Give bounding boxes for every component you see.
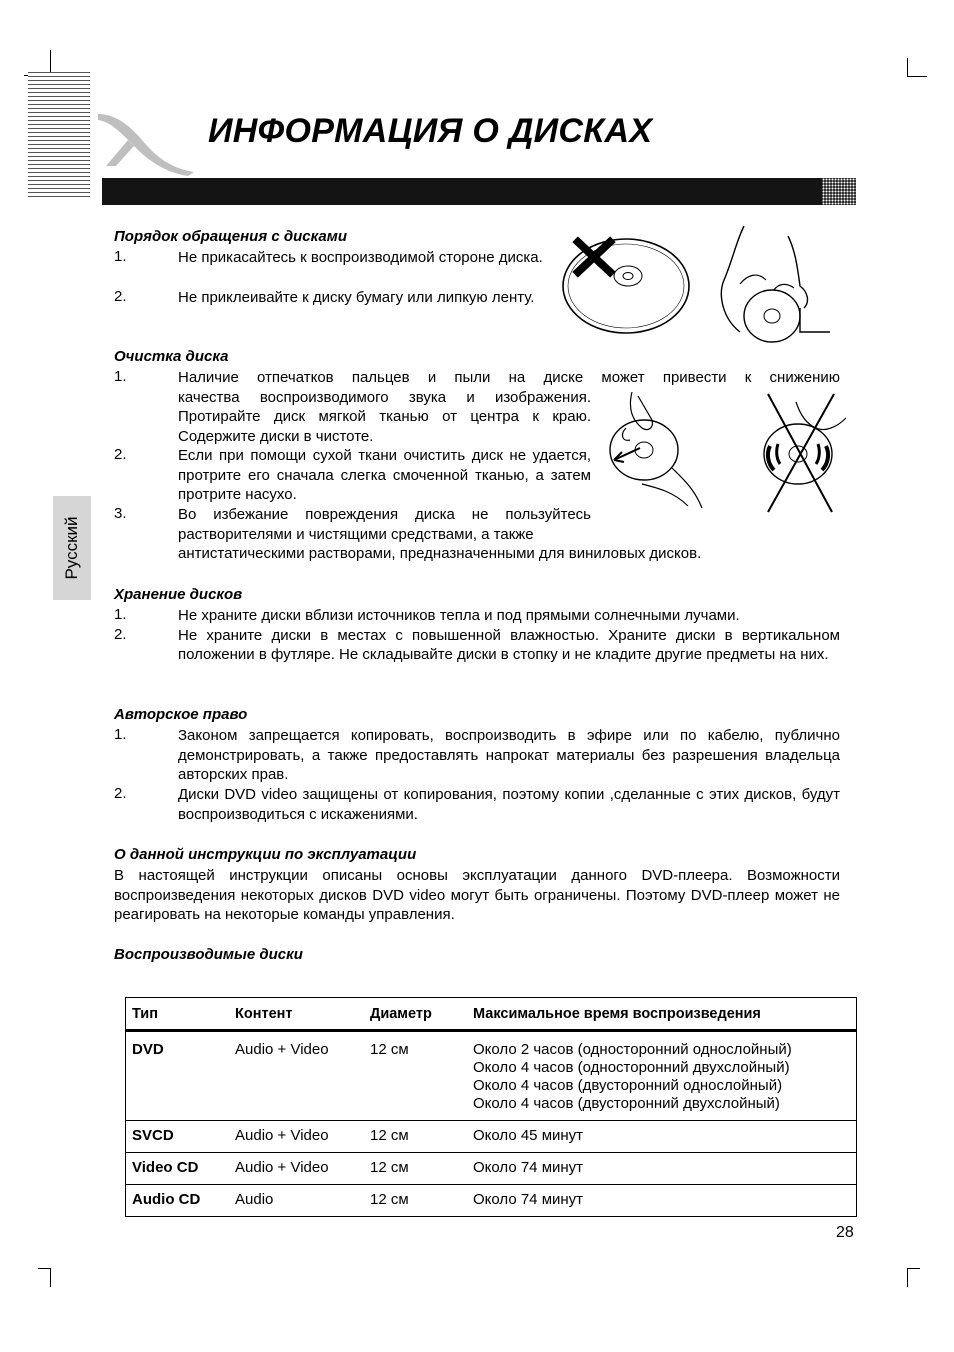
table-cell-content: Audio (235, 1191, 274, 1208)
table-divider (126, 1029, 856, 1032)
crop-mark (907, 58, 908, 77)
x-logo-icon (96, 106, 196, 178)
page-title: ИНФОРМАЦИЯ О ДИСКАХ (208, 112, 653, 150)
language-tab (53, 496, 91, 600)
crop-mark (907, 1268, 920, 1269)
page-number: 28 (836, 1224, 854, 1241)
table-header-cell: Контент (235, 1006, 293, 1022)
list-number: 1. (114, 248, 127, 265)
list-number: 3. (114, 505, 127, 522)
table-cell-time: Около 4 часов (односторонний двухслойный) (473, 1059, 790, 1076)
table-cell-type: Video CD (132, 1159, 199, 1176)
table-header-cell: Диаметр (370, 1006, 432, 1022)
table-header-cell: Тип (132, 1006, 158, 1022)
list-number: 2. (114, 625, 127, 643)
table-cell-type: Audio CD (132, 1191, 201, 1208)
list-number: 2. (114, 446, 127, 463)
list-item-text: Не прикасайтесь к воспроизводимой стороне диска. (178, 249, 543, 266)
list-item-text: Диски DVD video защищены от копирования, поэтому копии ,сделанные с этих дисков, будут воспроизводиться с искажениями. (178, 786, 840, 823)
table-cell-content: Audio + Video (235, 1041, 329, 1058)
list-item-text: Не храните диски вблизи источников тепла и под прямыми солнечными лучами. (178, 607, 740, 624)
list-item-text: Наличие отпечатков пальцев и пыли на диске может привести к снижению (178, 369, 840, 386)
list-item-text: качества воспроизводимого звука и изображения. Протирайте диск мягкой тканью от центра к краю. Содержите диски в чистоте. (178, 388, 591, 445)
table-cell-diameter: 12 см (370, 1127, 409, 1144)
table-cell-diameter: 12 см (370, 1159, 409, 1176)
list-number: 2. (114, 288, 127, 305)
list-item-text: Во избежание повреждения диска не пользуйтесь растворителями и чистящими средствами, а также (178, 506, 591, 543)
section-heading-storage: Хранение дисков (114, 586, 243, 603)
table-cell-time: Около 74 минут (473, 1191, 584, 1208)
title-bar (102, 178, 856, 205)
section-heading-copyright: Авторское право (114, 706, 248, 723)
section-heading-manual: О данной инструкции по эксплуатации (114, 846, 417, 863)
table-cell-time: Около 2 часов (односторонний однослойный) (473, 1041, 792, 1058)
title-bar-dots (822, 178, 856, 205)
decorative-stripes (28, 72, 90, 200)
crop-mark (50, 1268, 51, 1287)
list-number: 2. (114, 785, 127, 802)
list-item-text: Законом запрещается копировать, воспроизводить в эфире или по кабелю, публично демонстрировать, а также предоставлять напрокат материалы без разрешения владельца авторских прав. (178, 727, 840, 784)
table-cell-time: Около 4 часов (двусторонний однослойный) (473, 1077, 783, 1094)
table-cell-time: Около 45 минут (473, 1127, 584, 1144)
table-header-row (126, 1005, 856, 1025)
list-item-text: Если при помощи сухой ткани очистить диск не удается, протрите его сначала слегка смоченной тканью, а затем протрите насухо. (178, 447, 591, 504)
table-cell-diameter: 12 см (370, 1041, 409, 1058)
crop-mark (907, 1268, 908, 1287)
table-cell-type: DVD (132, 1041, 164, 1058)
table-cell-time: Около 4 часов (двусторонний двухслойный) (473, 1095, 780, 1112)
table-cell-content: Audio + Video (235, 1159, 329, 1176)
table-divider (126, 1184, 856, 1185)
table-divider (126, 1120, 856, 1121)
table-cell-time: Около 74 минут (473, 1159, 584, 1176)
crop-mark (907, 76, 927, 77)
language-tab-label: Русский (62, 516, 81, 580)
list-item-text: Не приклеивайте к диску бумагу или липкую ленту. (178, 289, 535, 306)
hand-holding-disc-icon (714, 222, 832, 344)
disc-table (125, 997, 857, 1217)
table-cell-content: Audio + Video (235, 1127, 329, 1144)
table-header-cell: Максимальное время воспроизведения (473, 1006, 761, 1022)
list-item-text: Не храните диски в местах с повышенной влажностью. Храните диски в вертикальном положении в футляре. Не складывайте диски в стопку и не кладите другие предметы на них. (178, 626, 840, 664)
section-heading-playable: Воспроизводимые диски (114, 946, 303, 963)
table-cell-diameter: 12 см (370, 1191, 409, 1208)
table-cell-type: SVCD (132, 1127, 174, 1144)
section-heading-cleaning: Очистка диска (114, 348, 229, 365)
list-number: 1. (114, 726, 127, 743)
list-item-text: антистатическими растворами, предназначенными для виниловых дисков. (178, 545, 702, 562)
wipe-circular-crossed-icon (756, 388, 852, 516)
manual-paragraph: В настоящей инструкции описаны основы эксплуатации данного DVD-плеера. Возможности воспроизведения некоторых дисков DVD video могут быть ограничены. Поэтому DVD-плеер может не реагировать на некоторые команды управления. (114, 867, 840, 924)
wipe-center-to-edge-icon (602, 388, 710, 512)
table-divider (126, 1152, 856, 1153)
list-number: 1. (114, 368, 127, 385)
disc-with-x-icon (560, 232, 694, 340)
list-number: 1. (114, 606, 127, 623)
section-heading-handling: Порядок обращения с дисками (114, 228, 347, 245)
